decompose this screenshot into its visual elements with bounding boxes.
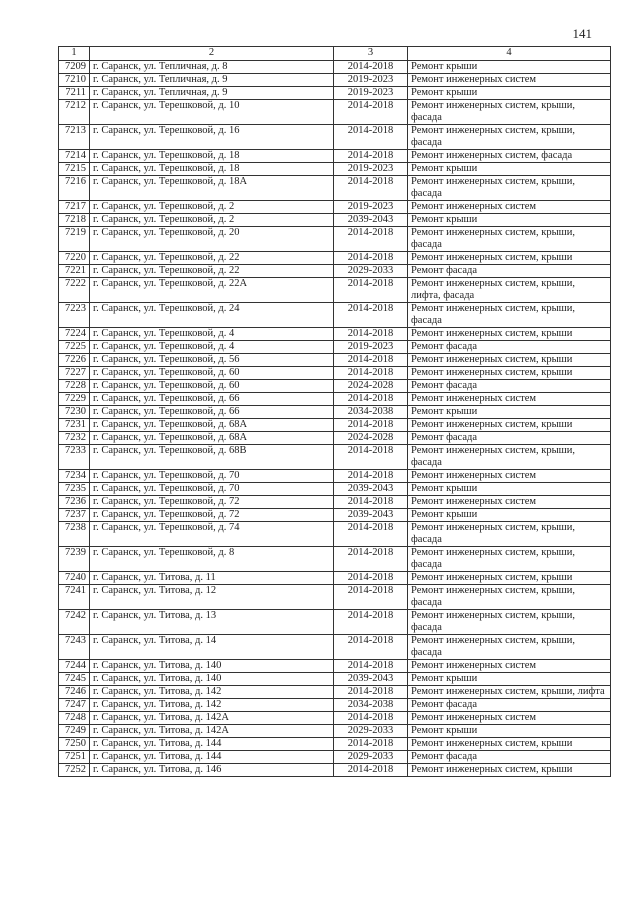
period-cell: 2014-2018: [334, 572, 408, 585]
work-type-cell: Ремонт крыши: [408, 87, 611, 100]
table-row: [59, 686, 611, 699]
table-row: [59, 660, 611, 673]
work-type-cell: Ремонт инженерных систем, крыши, фасада: [408, 303, 611, 328]
address-cell: г. Саранск, ул. Титова, д. 142А: [90, 725, 334, 738]
address-cell: г. Саранск, ул. Терешковой, д. 18: [90, 163, 334, 176]
address-cell: г. Саранск, ул. Терешковой, д. 72: [90, 509, 334, 522]
period-cell: 2039-2043: [334, 483, 408, 496]
period-cell: 2014-2018: [334, 470, 408, 483]
table-row: [59, 764, 611, 777]
period-cell: 2034-2038: [334, 406, 408, 419]
period-cell: 2014-2018: [334, 738, 408, 751]
row-number: 7249: [59, 725, 90, 738]
period-cell: 2014-2018: [334, 354, 408, 367]
address-cell: г. Саранск, ул. Терешковой, д. 22А: [90, 278, 334, 303]
work-type-cell: Ремонт инженерных систем, крыши, фасада: [408, 176, 611, 201]
period-cell: 2014-2018: [334, 61, 408, 74]
table-row: [59, 725, 611, 738]
row-number: 7238: [59, 522, 90, 547]
period-cell: 2014-2018: [334, 100, 408, 125]
table-row: [59, 496, 611, 509]
period-cell: 2014-2018: [334, 660, 408, 673]
work-type-cell: Ремонт инженерных систем: [408, 470, 611, 483]
period-cell: 2014-2018: [334, 496, 408, 509]
row-number: 7250: [59, 738, 90, 751]
work-type-cell: Ремонт инженерных систем: [408, 712, 611, 725]
table-row: [59, 610, 611, 635]
row-number: 7231: [59, 419, 90, 432]
work-type-cell: Ремонт фасада: [408, 380, 611, 393]
work-type-cell: Ремонт крыши: [408, 61, 611, 74]
work-type-cell: Ремонт инженерных систем, крыши: [408, 764, 611, 777]
period-cell: 2014-2018: [334, 712, 408, 725]
work-type-cell: Ремонт инженерных систем: [408, 393, 611, 406]
table-row: [59, 547, 611, 572]
address-cell: г. Саранск, ул. Титова, д. 142А: [90, 712, 334, 725]
row-number: 7232: [59, 432, 90, 445]
address-cell: г. Саранск, ул. Терешковой, д. 8: [90, 547, 334, 572]
work-type-cell: Ремонт инженерных систем, крыши, фасада: [408, 100, 611, 125]
address-cell: г. Саранск, ул. Терешковой, д. 72: [90, 496, 334, 509]
table-row: [59, 522, 611, 547]
row-number: 7221: [59, 265, 90, 278]
period-cell: 2029-2033: [334, 751, 408, 764]
period-cell: 2019-2023: [334, 163, 408, 176]
address-cell: г. Саранск, ул. Титова, д. 13: [90, 610, 334, 635]
work-type-cell: Ремонт инженерных систем, крыши, фасада: [408, 227, 611, 252]
table-row: [59, 87, 611, 100]
work-type-cell: Ремонт инженерных систем, крыши, фасада: [408, 635, 611, 660]
address-cell: г. Саранск, ул. Терешковой, д. 60: [90, 367, 334, 380]
address-cell: г. Саранск, ул. Терешковой, д. 74: [90, 522, 334, 547]
period-cell: 2039-2043: [334, 214, 408, 227]
work-type-cell: Ремонт крыши: [408, 163, 611, 176]
period-cell: 2014-2018: [334, 686, 408, 699]
period-cell: 2014-2018: [334, 227, 408, 252]
address-cell: г. Саранск, ул. Терешковой, д. 18: [90, 150, 334, 163]
address-cell: г. Саранск, ул. Титова, д. 144: [90, 738, 334, 751]
work-type-cell: Ремонт инженерных систем, крыши: [408, 252, 611, 265]
work-type-cell: Ремонт крыши: [408, 483, 611, 496]
work-type-cell: Ремонт инженерных систем: [408, 660, 611, 673]
work-type-cell: Ремонт инженерных систем: [408, 201, 611, 214]
address-cell: г. Саранск, ул. Терешковой, д. 68В: [90, 445, 334, 470]
work-type-cell: Ремонт инженерных систем, крыши: [408, 572, 611, 585]
header-row: [59, 47, 611, 61]
row-number: 7234: [59, 470, 90, 483]
table-row: [59, 445, 611, 470]
work-type-cell: Ремонт инженерных систем, фасада: [408, 150, 611, 163]
address-cell: г. Саранск, ул. Тепличная, д. 9: [90, 74, 334, 87]
row-number: 7235: [59, 483, 90, 496]
work-type-cell: Ремонт фасада: [408, 751, 611, 764]
work-type-cell: Ремонт крыши: [408, 673, 611, 686]
table-row: [59, 572, 611, 585]
address-cell: г. Саранск, ул. Терешковой, д. 70: [90, 470, 334, 483]
row-number: 7237: [59, 509, 90, 522]
table-row: [59, 265, 611, 278]
row-number: 7222: [59, 278, 90, 303]
work-type-cell: Ремонт крыши: [408, 406, 611, 419]
table-body: [59, 61, 611, 777]
address-cell: г. Саранск, ул. Титова, д. 12: [90, 585, 334, 610]
table-row: [59, 150, 611, 163]
address-cell: г. Саранск, ул. Титова, д. 140: [90, 673, 334, 686]
table-row: [59, 227, 611, 252]
row-number: 7229: [59, 393, 90, 406]
table-row: [59, 406, 611, 419]
row-number: 7252: [59, 764, 90, 777]
row-number: 7247: [59, 699, 90, 712]
address-cell: г. Саранск, ул. Титова, д. 146: [90, 764, 334, 777]
address-cell: г. Саранск, ул. Терешковой, д. 60: [90, 380, 334, 393]
address-cell: г. Саранск, ул. Тепличная, д. 8: [90, 61, 334, 74]
table-row: [59, 214, 611, 227]
table-row: [59, 100, 611, 125]
work-type-cell: Ремонт крыши: [408, 509, 611, 522]
address-cell: г. Саранск, ул. Терешковой, д. 2: [90, 201, 334, 214]
period-cell: 2024-2028: [334, 432, 408, 445]
work-type-cell: Ремонт крыши: [408, 214, 611, 227]
work-type-cell: Ремонт инженерных систем, крыши, фасада: [408, 585, 611, 610]
table-row: [59, 419, 611, 432]
table-row: [59, 303, 611, 328]
period-cell: 2034-2038: [334, 699, 408, 712]
row-number: 7212: [59, 100, 90, 125]
table-row: [59, 278, 611, 303]
page-number: 141: [572, 26, 592, 41]
table-row: [59, 163, 611, 176]
period-cell: 2014-2018: [334, 176, 408, 201]
row-number: 7233: [59, 445, 90, 470]
table-row: [59, 201, 611, 214]
address-cell: г. Саранск, ул. Терешковой, д. 4: [90, 341, 334, 354]
column-header-number: 1: [59, 47, 90, 61]
table-row: [59, 635, 611, 660]
row-number: 7251: [59, 751, 90, 764]
table-row: [59, 74, 611, 87]
table-row: [59, 673, 611, 686]
row-number: 7223: [59, 303, 90, 328]
address-cell: г. Саранск, ул. Титова, д. 144: [90, 751, 334, 764]
table-row: [59, 125, 611, 150]
address-cell: г. Саранск, ул. Терешковой, д. 20: [90, 227, 334, 252]
row-number: 7227: [59, 367, 90, 380]
period-cell: 2014-2018: [334, 150, 408, 163]
address-cell: г. Саранск, ул. Титова, д. 14: [90, 635, 334, 660]
row-number: 7214: [59, 150, 90, 163]
period-cell: 2014-2018: [334, 547, 408, 572]
row-number: 7239: [59, 547, 90, 572]
row-number: 7210: [59, 74, 90, 87]
work-type-cell: Ремонт инженерных систем, крыши: [408, 738, 611, 751]
period-cell: 2014-2018: [334, 367, 408, 380]
repair-schedule-table: [58, 46, 611, 777]
period-cell: 2014-2018: [334, 252, 408, 265]
table-row: [59, 751, 611, 764]
work-type-cell: Ремонт фасада: [408, 341, 611, 354]
table-row: [59, 483, 611, 496]
row-number: 7219: [59, 227, 90, 252]
period-cell: 2039-2043: [334, 509, 408, 522]
address-cell: г. Саранск, ул. Терешковой, д. 16: [90, 125, 334, 150]
table-row: [59, 341, 611, 354]
table-row: [59, 699, 611, 712]
period-cell: 2014-2018: [334, 419, 408, 432]
table-row: [59, 367, 611, 380]
address-cell: г. Саранск, ул. Титова, д. 140: [90, 660, 334, 673]
work-type-cell: Ремонт фасада: [408, 432, 611, 445]
period-cell: 2029-2033: [334, 725, 408, 738]
address-cell: г. Саранск, ул. Терешковой, д. 22: [90, 265, 334, 278]
row-number: 7216: [59, 176, 90, 201]
row-number: 7240: [59, 572, 90, 585]
work-type-cell: Ремонт крыши: [408, 725, 611, 738]
table-row: [59, 328, 611, 341]
row-number: 7213: [59, 125, 90, 150]
period-cell: 2019-2023: [334, 341, 408, 354]
row-number: 7209: [59, 61, 90, 74]
table-row: [59, 252, 611, 265]
table-row: [59, 176, 611, 201]
row-number: 7242: [59, 610, 90, 635]
row-number: 7218: [59, 214, 90, 227]
work-type-cell: Ремонт инженерных систем, крыши, лифта: [408, 686, 611, 699]
work-type-cell: Ремонт инженерных систем, крыши, фасада: [408, 547, 611, 572]
table-row: [59, 585, 611, 610]
work-type-cell: Ремонт инженерных систем, крыши, лифта, фасада: [408, 278, 611, 303]
work-type-cell: Ремонт инженерных систем, крыши: [408, 354, 611, 367]
period-cell: 2014-2018: [334, 393, 408, 406]
work-type-cell: Ремонт инженерных систем: [408, 74, 611, 87]
table-row: [59, 470, 611, 483]
period-cell: 2014-2018: [334, 303, 408, 328]
row-number: 7211: [59, 87, 90, 100]
period-cell: 2029-2033: [334, 265, 408, 278]
address-cell: г. Саранск, ул. Терешковой, д. 10: [90, 100, 334, 125]
period-cell: 2024-2028: [334, 380, 408, 393]
period-cell: 2014-2018: [334, 125, 408, 150]
address-cell: г. Саранск, ул. Терешковой, д. 68А: [90, 432, 334, 445]
work-type-cell: Ремонт инженерных систем, крыши, фасада: [408, 610, 611, 635]
work-type-cell: Ремонт инженерных систем, крыши, фасада: [408, 522, 611, 547]
address-cell: г. Саранск, ул. Терешковой, д. 66: [90, 406, 334, 419]
table-row: [59, 738, 611, 751]
row-number: 7246: [59, 686, 90, 699]
period-cell: 2019-2023: [334, 87, 408, 100]
period-cell: 2019-2023: [334, 74, 408, 87]
work-type-cell: Ремонт фасада: [408, 265, 611, 278]
row-number: 7225: [59, 341, 90, 354]
address-cell: г. Саранск, ул. Титова, д. 142: [90, 686, 334, 699]
row-number: 7248: [59, 712, 90, 725]
row-number: 7236: [59, 496, 90, 509]
work-type-cell: Ремонт инженерных систем, крыши: [408, 367, 611, 380]
column-header-work-type: 4: [408, 47, 611, 61]
period-cell: 2014-2018: [334, 278, 408, 303]
table-row: [59, 354, 611, 367]
address-cell: г. Саранск, ул. Терешковой, д. 24: [90, 303, 334, 328]
address-cell: г. Саранск, ул. Терешковой, д. 70: [90, 483, 334, 496]
table-row: [59, 509, 611, 522]
address-cell: г. Саранск, ул. Терешковой, д. 4: [90, 328, 334, 341]
row-number: 7244: [59, 660, 90, 673]
table-row: [59, 712, 611, 725]
period-cell: 2014-2018: [334, 585, 408, 610]
work-type-cell: Ремонт инженерных систем: [408, 496, 611, 509]
address-cell: г. Саранск, ул. Терешковой, д. 18А: [90, 176, 334, 201]
row-number: 7224: [59, 328, 90, 341]
table-row: [59, 393, 611, 406]
address-cell: г. Саранск, ул. Терешковой, д. 68А: [90, 419, 334, 432]
row-number: 7245: [59, 673, 90, 686]
work-type-cell: Ремонт инженерных систем, крыши: [408, 328, 611, 341]
period-cell: 2014-2018: [334, 610, 408, 635]
row-number: 7217: [59, 201, 90, 214]
address-cell: г. Саранск, ул. Титова, д. 142: [90, 699, 334, 712]
table-row: [59, 380, 611, 393]
table-row: [59, 61, 611, 74]
row-number: 7220: [59, 252, 90, 265]
work-type-cell: Ремонт фасада: [408, 699, 611, 712]
work-type-cell: Ремонт инженерных систем, крыши: [408, 419, 611, 432]
row-number: 7215: [59, 163, 90, 176]
column-header-period: 3: [334, 47, 408, 61]
row-number: 7226: [59, 354, 90, 367]
table-row: [59, 432, 611, 445]
work-type-cell: Ремонт инженерных систем, крыши, фасада: [408, 445, 611, 470]
address-cell: г. Саранск, ул. Тепличная, д. 9: [90, 87, 334, 100]
period-cell: 2014-2018: [334, 445, 408, 470]
period-cell: 2014-2018: [334, 764, 408, 777]
work-type-cell: Ремонт инженерных систем, крыши, фасада: [408, 125, 611, 150]
address-cell: г. Саранск, ул. Терешковой, д. 2: [90, 214, 334, 227]
row-number: 7228: [59, 380, 90, 393]
row-number: 7241: [59, 585, 90, 610]
row-number: 7230: [59, 406, 90, 419]
row-number: 7243: [59, 635, 90, 660]
address-cell: г. Саранск, ул. Терешковой, д. 66: [90, 393, 334, 406]
period-cell: 2014-2018: [334, 635, 408, 660]
period-cell: 2039-2043: [334, 673, 408, 686]
column-header-address: 2: [90, 47, 334, 61]
address-cell: г. Саранск, ул. Терешковой, д. 22: [90, 252, 334, 265]
address-cell: г. Саранск, ул. Титова, д. 11: [90, 572, 334, 585]
address-cell: г. Саранск, ул. Терешковой, д. 56: [90, 354, 334, 367]
period-cell: 2014-2018: [334, 328, 408, 341]
period-cell: 2014-2018: [334, 522, 408, 547]
period-cell: 2019-2023: [334, 201, 408, 214]
